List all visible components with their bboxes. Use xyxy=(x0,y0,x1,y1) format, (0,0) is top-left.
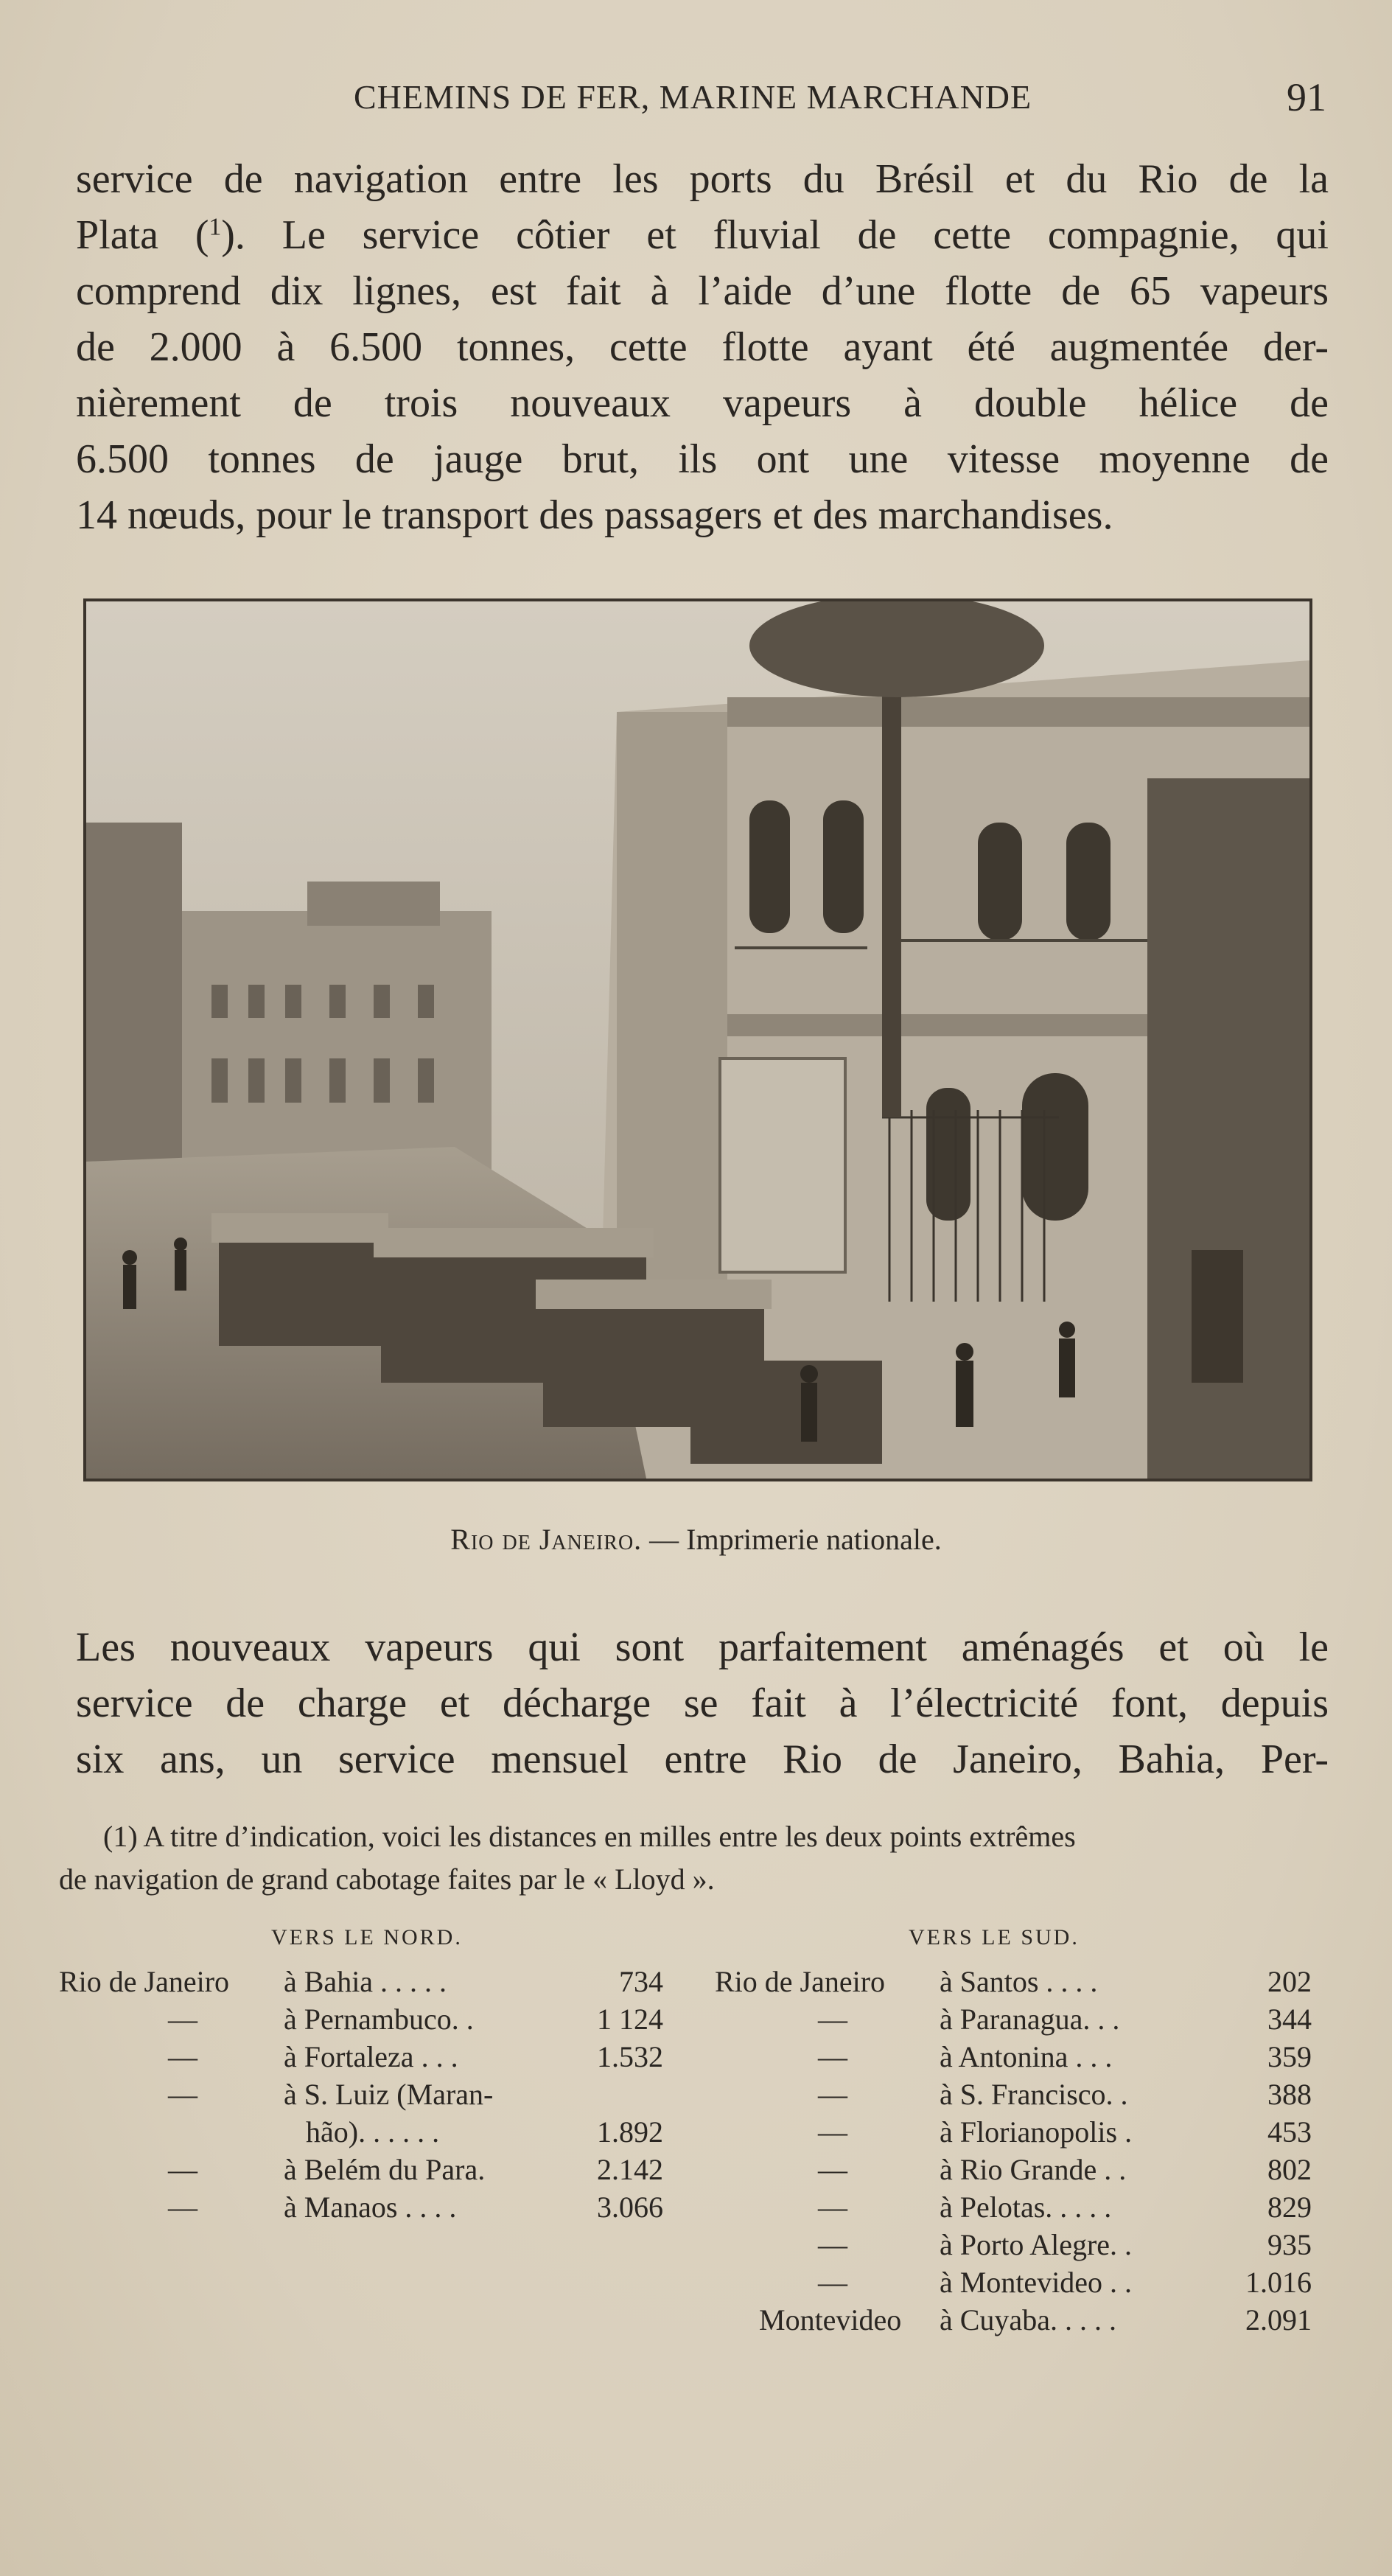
text-line: 14 nœuds, pour le transport des passagers et des marchandises. xyxy=(76,492,1113,538)
distance-row xyxy=(715,2265,1312,2303)
distance-row xyxy=(715,2227,1312,2265)
miles-cell: 935 xyxy=(1267,2228,1312,2261)
miles-cell: 802 xyxy=(1267,2153,1312,2186)
miles-cell: 1 124 xyxy=(597,2003,663,2036)
text-fragment: ). Le service côtier et fluvial de cette compagnie, qui xyxy=(221,212,1329,258)
miles-cell: 344 xyxy=(1267,2003,1312,2036)
origin-cell: — xyxy=(168,2078,197,2111)
distance-row xyxy=(715,2039,1312,2077)
destination-cell: à S. Francisco. . xyxy=(940,2078,1128,2111)
destination-cell: à Pelotas. . . . . xyxy=(940,2191,1112,2224)
text-line: service de navigation entre les ports du Brésil et du Rio de la xyxy=(76,156,1329,202)
destination-cell: à Santos . . . . xyxy=(940,1965,1098,1998)
north-distance-table xyxy=(59,1964,663,2227)
distance-row xyxy=(59,2190,663,2227)
south-heading: VERS LE SUD. xyxy=(909,1925,1080,1950)
destination-cell: à Bahia . . . . . xyxy=(284,1965,447,1998)
destination-cell: à Florianopolis . xyxy=(940,2115,1133,2149)
distance-row xyxy=(59,2077,663,2115)
miles-cell: 1.892 xyxy=(597,2115,663,2149)
running-title: CHEMINS DE FER, MARINE MARCHANDE xyxy=(354,78,1032,116)
origin-cell: — xyxy=(818,2115,847,2149)
origin-cell: — xyxy=(168,2040,197,2073)
miles-cell: 829 xyxy=(1267,2191,1312,2224)
destination-cell: à Montevideo . . xyxy=(940,2266,1133,2299)
distance-row xyxy=(59,2002,663,2039)
origin-cell: — xyxy=(168,2191,197,2224)
text-line: comprend dix lignes, est fait à l’aide d’une flotte de 65 vapeurs xyxy=(76,268,1329,314)
destination-cell: à Cuyaba. . . . . xyxy=(940,2303,1116,2336)
origin-cell: — xyxy=(818,2153,847,2186)
footnote-line: de navigation de grand cabotage faites par le « Lloyd ». xyxy=(59,1863,715,1896)
page-number: 91 xyxy=(1287,75,1326,119)
miles-cell: 1.016 xyxy=(1245,2266,1312,2299)
origin-cell: — xyxy=(818,2003,847,2036)
caption-place: Rio de Janeiro. xyxy=(450,1523,643,1556)
origin-cell: — xyxy=(818,2040,847,2073)
miles-cell: 734 xyxy=(619,1965,663,1998)
miles-cell: 202 xyxy=(1267,1965,1312,1998)
photo-caption xyxy=(0,1522,1392,1557)
origin-cell: — xyxy=(818,2266,847,2299)
destination-cell: à S. Luiz (Maran- xyxy=(284,2078,494,2111)
destination-cell: hão). . . . . . xyxy=(284,2115,440,2149)
text-line: 6.500 tonnes de jauge brut, ils ont une vitesse moyenne de xyxy=(76,436,1329,482)
footnote xyxy=(59,1815,1304,1901)
origin-cell: — xyxy=(168,2153,197,2186)
caption-text: — Imprimerie nationale. xyxy=(642,1523,942,1556)
origin-cell: — xyxy=(168,2003,197,2036)
distance-row xyxy=(715,2303,1312,2340)
origin-cell: Rio de Janeiro xyxy=(59,1965,230,1998)
running-head xyxy=(74,77,1326,129)
text-line: Les nouveaux vapeurs qui sont parfaitement aménagés et où le xyxy=(76,1624,1329,1670)
origin-cell: — xyxy=(818,2078,847,2111)
origin-cell: — xyxy=(818,2191,847,2224)
destination-cell: à Paranagua. . . xyxy=(940,2003,1120,2036)
distance-row xyxy=(715,2115,1312,2152)
paragraph-2 xyxy=(76,1619,1329,1787)
text-line: service de charge et décharge se fait à l’électricité font, depuis xyxy=(76,1680,1329,1726)
south-distance-table xyxy=(715,1964,1312,2340)
distance-row xyxy=(715,2190,1312,2227)
distance-row xyxy=(715,2077,1312,2115)
destination-cell: à Belém du Para. xyxy=(284,2153,486,2186)
miles-cell: 2.091 xyxy=(1245,2303,1312,2336)
destination-cell: à Pernambuco. . xyxy=(284,2003,474,2036)
destination-cell: à Rio Grande . . xyxy=(940,2153,1127,2186)
distance-row xyxy=(59,2115,663,2152)
footnote-line: (1) A titre d’indication, voici les distances en milles entre les deux points extrêmes xyxy=(103,1820,1076,1853)
origin-cell: Rio de Janeiro xyxy=(715,1965,886,1998)
distance-row xyxy=(715,2002,1312,2039)
text-line: nièrement de trois nouveaux vapeurs à double hélice de xyxy=(76,380,1329,426)
origin-cell: Montevideo xyxy=(759,2303,902,2336)
destination-cell: à Manaos . . . . xyxy=(284,2191,457,2224)
miles-cell: 388 xyxy=(1267,2078,1312,2111)
miles-cell: 3.066 xyxy=(597,2191,663,2224)
destination-cell: à Antonina . . . xyxy=(940,2040,1113,2073)
miles-cell: 453 xyxy=(1267,2115,1312,2149)
text-line: de 2.000 à 6.500 tonnes, cette flotte ayant été augmentée der- xyxy=(76,324,1329,370)
distance-row xyxy=(59,2039,663,2077)
miles-cell: 1.532 xyxy=(597,2040,663,2073)
paragraph-1 xyxy=(76,151,1329,543)
distance-row xyxy=(59,2152,663,2190)
footnote-ref[interactable]: 1 xyxy=(209,213,222,241)
destination-cell: à Porto Alegre. . xyxy=(940,2228,1133,2261)
destination-cell: à Fortaleza . . . xyxy=(284,2040,458,2073)
distance-row xyxy=(59,1964,663,2002)
miles-cell: 2.142 xyxy=(597,2153,663,2186)
origin-cell: — xyxy=(818,2228,847,2261)
text-line xyxy=(76,207,1329,263)
distance-row xyxy=(715,1964,1312,2002)
text-line: six ans, un service mensuel entre Rio de Janeiro, Bahia, Per- xyxy=(76,1736,1329,1782)
north-heading: VERS LE NORD. xyxy=(271,1925,463,1950)
street-photograph xyxy=(83,598,1312,1481)
photo-illustration xyxy=(86,601,1309,1479)
distance-row xyxy=(715,2152,1312,2190)
text-fragment: Plata ( xyxy=(76,212,209,258)
miles-cell: 359 xyxy=(1267,2040,1312,2073)
